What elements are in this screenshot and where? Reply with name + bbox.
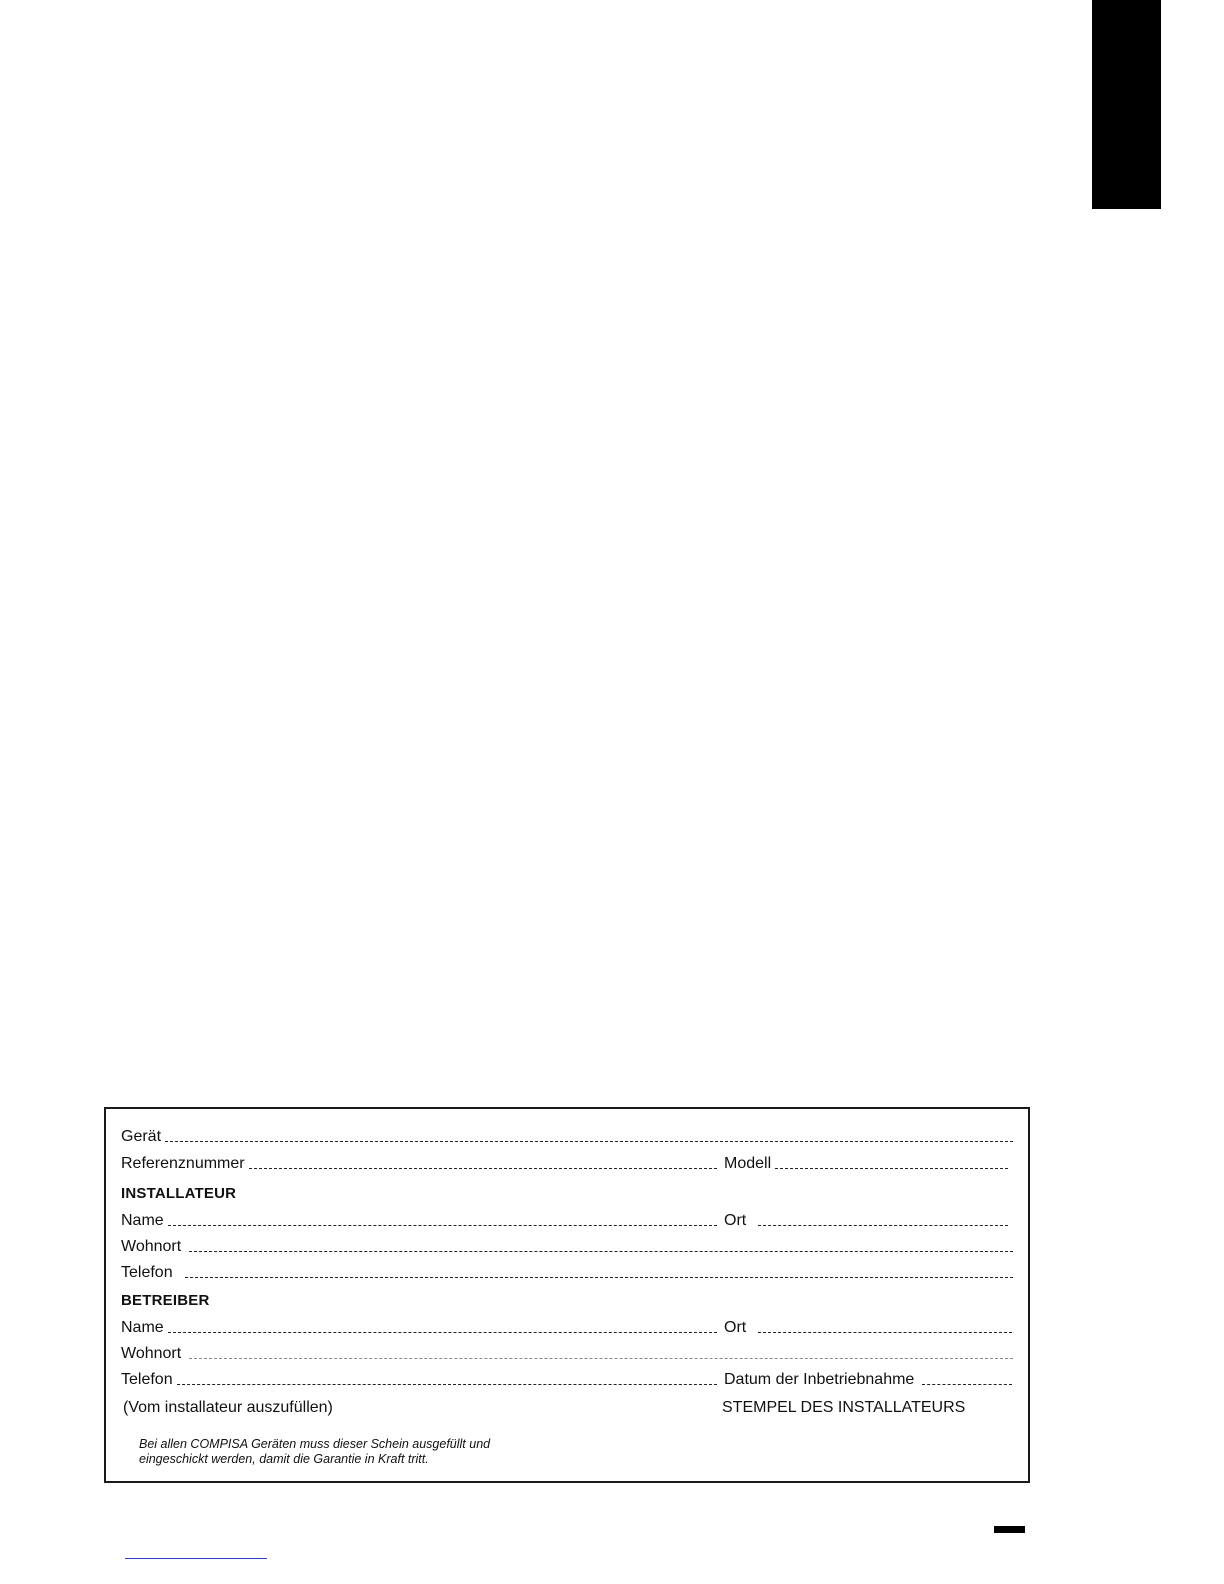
modell-label: Modell (724, 1155, 772, 1172)
betreiber-ort-field[interactable] (758, 1332, 1012, 1333)
footnote-line-1: Bei allen COMPISA Geräten muss dieser Schein ausgefüllt und (139, 1437, 491, 1451)
installateur-name-field[interactable] (168, 1225, 717, 1226)
betreiber-wohnort-field[interactable] (189, 1358, 1013, 1359)
warranty-footnote (139, 1437, 539, 1467)
modell-row (724, 1151, 1008, 1173)
installateur-name-row (121, 1208, 717, 1230)
footnote-line-2: eingeschickt werden, damit die Garantie in Kraft tritt. (139, 1452, 429, 1466)
betreiber-wohnort-row (121, 1341, 1013, 1363)
installateur-telefon-row (121, 1260, 1013, 1282)
installateur-heading: INSTALLATEUR (121, 1185, 237, 1202)
installateur-ort-label: Ort (724, 1212, 747, 1229)
betreiber-datum-field[interactable] (922, 1384, 1012, 1385)
installateur-telefon-field[interactable] (185, 1277, 1013, 1278)
betreiber-datum-label: Datum der Inbetriebnahme (724, 1371, 915, 1388)
modell-field[interactable] (775, 1168, 1008, 1169)
installateur-ort-row (724, 1208, 1008, 1230)
betreiber-datum-row (724, 1367, 1012, 1389)
betreiber-name-field[interactable] (168, 1332, 717, 1333)
installateur-name-label: Name (121, 1212, 164, 1229)
betreiber-telefon-row (121, 1367, 717, 1389)
betreiber-ort-label: Ort (724, 1319, 747, 1336)
betreiber-name-label: Name (121, 1319, 164, 1336)
installateur-ort-field[interactable] (758, 1225, 1008, 1226)
installateur-wohnort-label: Wohnort (121, 1238, 182, 1255)
installer-note: (Vom installateur auszufüllen) (123, 1399, 333, 1416)
link-underline (125, 1558, 267, 1559)
betreiber-telefon-field[interactable] (177, 1384, 717, 1385)
stamp-label: STEMPEL DES INSTALLATEURS (722, 1399, 966, 1416)
warranty-card (104, 1107, 1030, 1483)
betreiber-name-row (121, 1315, 717, 1337)
betreiber-wohnort-label: Wohnort (121, 1345, 182, 1362)
geraet-row (121, 1124, 1013, 1146)
betreiber-telefon-label: Telefon (121, 1371, 173, 1388)
section-tab-marker (1092, 0, 1161, 209)
referenznummer-label: Referenznummer (121, 1155, 245, 1172)
geraet-label: Gerät (121, 1128, 162, 1145)
referenznummer-field[interactable] (249, 1168, 717, 1169)
betreiber-ort-row (724, 1315, 1012, 1337)
installateur-wohnort-row (121, 1234, 1013, 1256)
installateur-telefon-label: Telefon (121, 1264, 173, 1281)
installateur-wohnort-field[interactable] (189, 1251, 1013, 1252)
geraet-field[interactable] (165, 1141, 1013, 1142)
referenznummer-row (121, 1151, 717, 1173)
betreiber-heading: BETREIBER (121, 1292, 210, 1309)
page-marker (994, 1526, 1025, 1533)
